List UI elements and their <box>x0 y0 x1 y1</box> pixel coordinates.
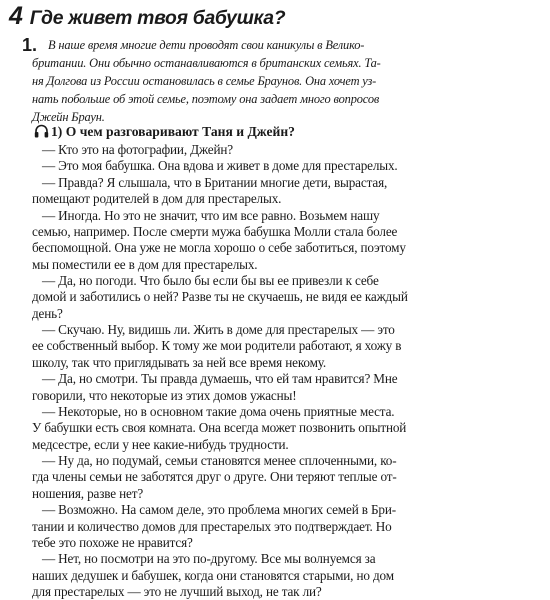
dialogue-line: ее собственный выбор. К тому же мои родители работают, я хожу в <box>32 338 402 354</box>
headphones-icon <box>34 124 49 138</box>
dialogue-line: У бабушки есть своя комната. Она всегда может позвонить опытной <box>32 420 407 436</box>
listening-task <box>34 124 295 140</box>
dialogue-line: помещают родителей в дом для престарелых. <box>32 191 282 207</box>
dialogue-line: медсестре, если у нее какие-нибудь трудности. <box>32 436 289 452</box>
dialogue-line: — Да, но погоди. Что было бы если бы вы ее привезли к себе <box>42 273 379 288</box>
dialogue-line: — Правда? Я слышала, что в Британии многие дети, вырастая, <box>42 174 388 190</box>
dialogue-line: день? <box>32 305 63 321</box>
dialogue-line: наших дедушек и бабушек, когда они становятся старыми, но дом <box>32 567 394 583</box>
intro-line: британии. Они обычно останавливаются в британских семьях. Та- <box>32 56 381 70</box>
dialogue-line: говорили, что некоторые из этих домов ужасны! <box>32 387 297 403</box>
task-text: 1) О чем разговаривают Таня и Джейн? <box>51 124 295 139</box>
dialogue-line: семью, например. После смерти мужа бабушка Молли стала более <box>32 223 398 239</box>
dialogue-line: — Это моя бабушка. Она вдова и живет в доме для престарелых. <box>42 158 398 174</box>
dialogue-line: ношения, разве нет? <box>32 485 144 501</box>
intro-line: Джейн Браун. <box>32 110 105 124</box>
dialogue-line: — Некоторые, но в основном такие дома очень приятные места. <box>42 403 395 419</box>
dialogue-line: — Возможно. На самом деле, это проблема многих семей в Бри- <box>42 502 396 518</box>
dialogue-line: тебе это похоже не нравится? <box>32 534 193 550</box>
dialogue-line: домой и заботились о ней? Разве ты не скучаешь, не видя ее каждый <box>32 289 408 305</box>
intro-line: ня Долгова из России остановилась в семье Браунов. Она хочет уз- <box>32 74 377 88</box>
dialogue-line: — Иногда. Но это не значит, что им все равно. Возьмем нашу <box>42 207 380 223</box>
dialogue-line: — Нет, но посмотри на это по-другому. Все мы волнуемся за <box>42 551 376 567</box>
lesson-heading <box>9 2 539 31</box>
dialogue-line: — Скучаю. Ну, видишь ли. Жить в доме для престарелых — это <box>42 322 395 338</box>
exercise-number: 1. <box>22 35 38 55</box>
lesson-title: Где живет твоя бабушка? <box>29 7 286 29</box>
dialogue-line: гда члены семьи не заботятся друг о друге. Они теряют теплые от- <box>32 469 397 485</box>
intro-line: нать побольше об этой семье, поэтому она задает много вопросов <box>32 92 380 106</box>
dialogue-line: мы поместили ее в дом для престарелых. <box>32 256 258 272</box>
dialogue-line: — Ну да, но подумай, семьи становятся менее сплоченными, ко- <box>42 453 397 468</box>
dialogue-line: — Да, но смотри. Ты правда думаешь, что ей там нравится? Мне <box>42 371 398 387</box>
dialogue-line: тании и количество домов для престарелых это подтверждает. Но <box>32 518 392 534</box>
dialogue-line: для престарелых — это не лучший выход, не так ли? <box>32 584 322 599</box>
intro-line: В наше время многие дети проводят свои каникулы в Велико- <box>48 38 365 52</box>
dialogue-line: беспомощной. Она уже не могла хорошо о себе заботиться, поэтому <box>32 240 406 256</box>
dialogue-line: — Кто это на фотографии, Джейн? <box>42 142 233 157</box>
lesson-number: 4 <box>9 2 23 30</box>
dialogue-line: школу, так что приглядывать за ней все время некому. <box>32 354 327 370</box>
